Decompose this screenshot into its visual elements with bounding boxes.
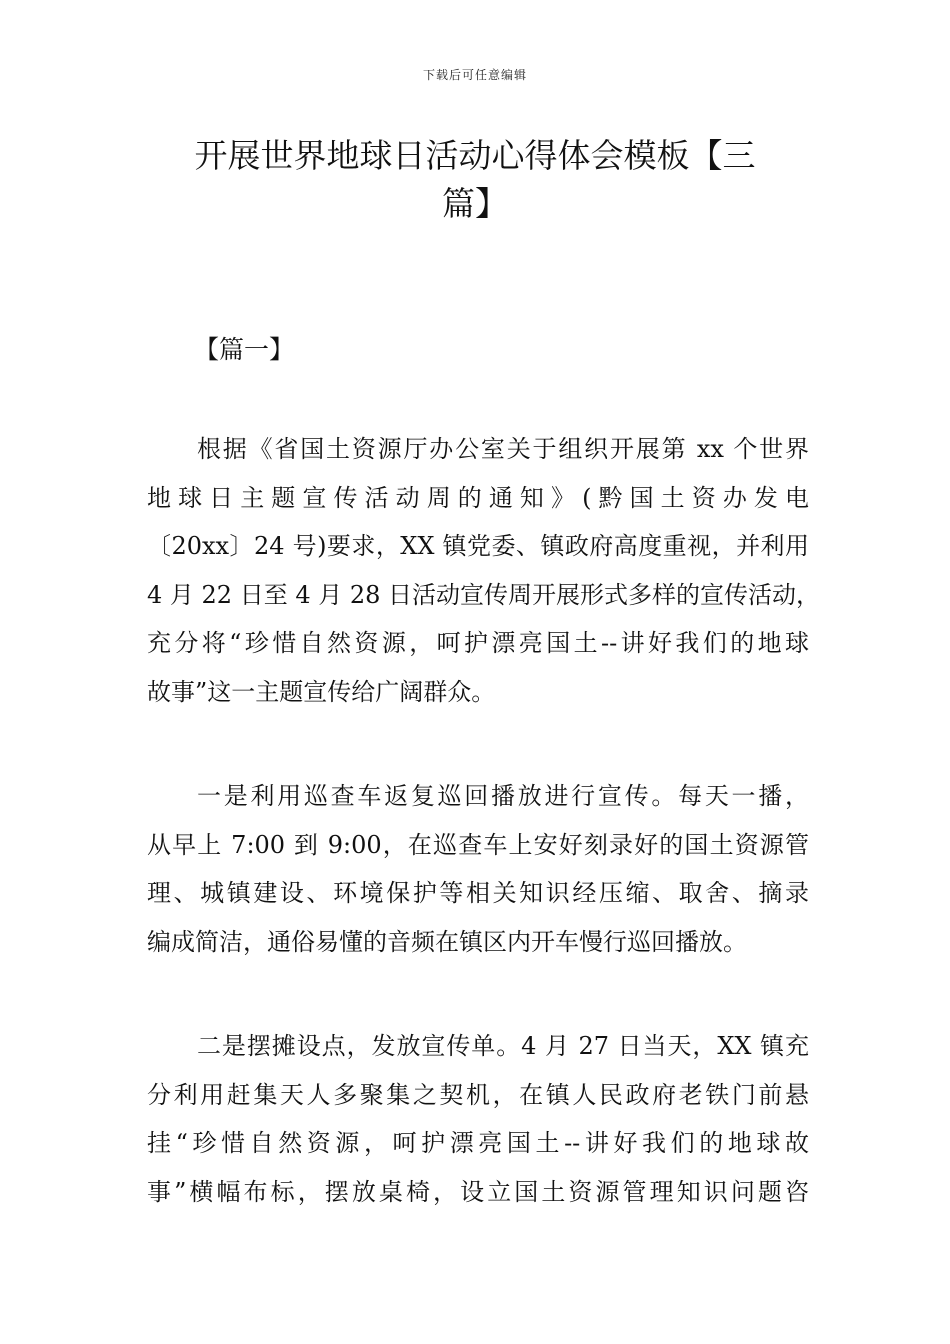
document-title: [0, 132, 950, 228]
section-heading: 【篇一】: [194, 335, 295, 364]
text-line: 〔20xx〕24 号)要求，XX 镇党委、镇政府高度重视，并利用: [147, 532, 809, 560]
text-line: 地球日主题宣传活动周的通知》(黔国土资办发电: [147, 483, 809, 512]
header-note: 下载后可任意编辑: [422, 68, 527, 82]
text-line: 分利用赶集天人多聚集之契机，在镇人民政府老铁门前悬: [147, 1080, 809, 1109]
text-line: 编成简洁，通俗易懂的音频在镇区内开车慢行巡回播放。: [147, 927, 747, 956]
text-line: 充分将“珍惜自然资源，呵护漂亮国土--讲好我们的地球: [147, 629, 809, 657]
paragraph-3: [147, 1022, 809, 1216]
text-line: 二是摆摊设点，发放宣传单。4 月 27 日当天，XX 镇充: [197, 1032, 809, 1060]
text-line: 事”横幅布标，摆放桌椅，设立国土资源管理知识问题咨: [147, 1177, 809, 1206]
text-line: 故事”这一主题宣传给广阔群众。: [147, 677, 496, 706]
text-line: 根据《省国土资源厅办公室关于组织开展第 xx 个世界: [197, 435, 809, 463]
text-line: 理、城镇建设、环境保护等相关知识经压缩、取舍、摘录: [147, 879, 809, 907]
paragraph-2: [147, 772, 809, 966]
text-line: 4 月 22 日至 4 月 28 日活动宣传周开展形式多样的宣传活动，: [147, 580, 821, 609]
paragraph-1: [147, 425, 821, 716]
text-line: 一是利用巡查车返复巡回播放进行宣传。每天一播，: [197, 782, 809, 810]
title-line-2: 篇】: [442, 184, 508, 223]
title-line-1: 开展世界地球日活动心得体会模板【三: [194, 136, 756, 175]
text-line: 挂“珍惜自然资源，呵护漂亮国土--讲好我们的地球故: [147, 1129, 809, 1157]
text-line: 从早上 7:00 到 9:00，在巡查车上安好刻录好的国土资源管: [147, 830, 809, 859]
